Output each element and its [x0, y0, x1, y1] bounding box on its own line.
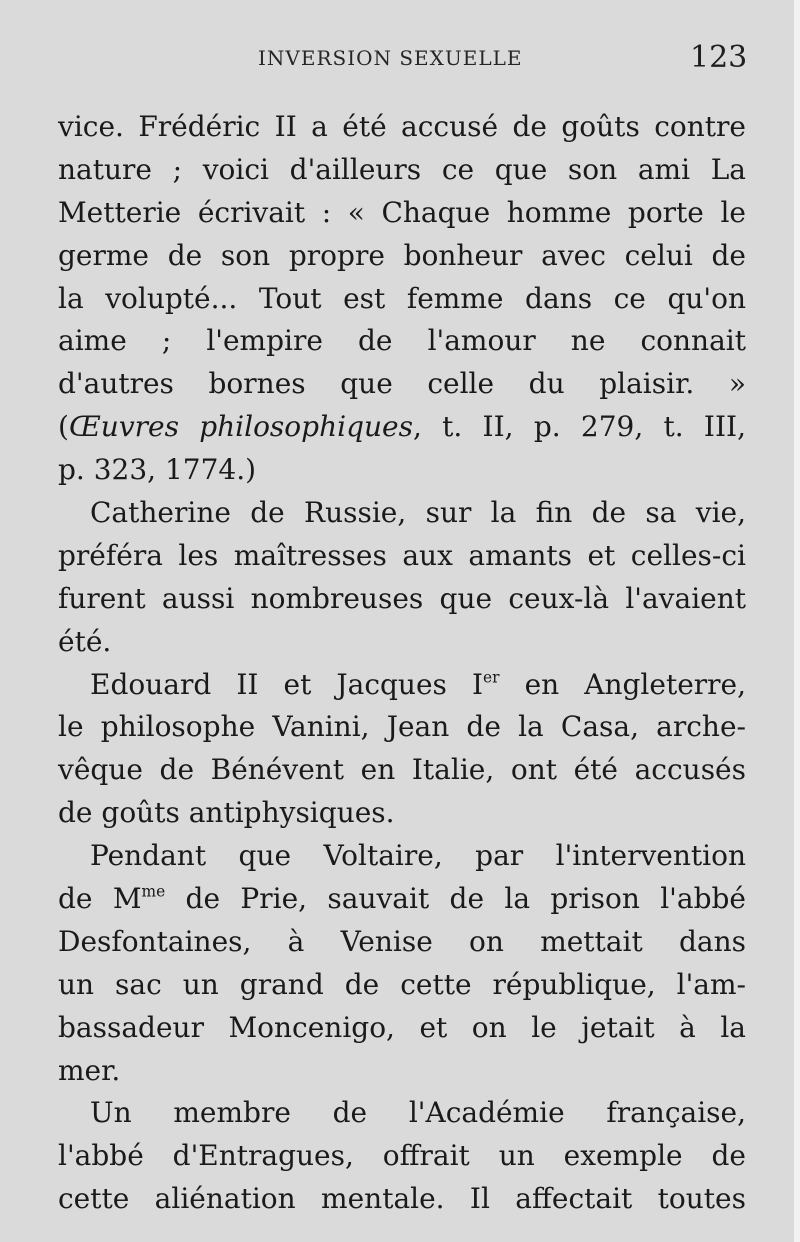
text-line: de goûts antiphysiques. [58, 796, 395, 830]
text-line [58, 664, 746, 707]
page-number: 123 [690, 40, 748, 75]
text-line: été. [58, 624, 112, 658]
text-line: préféra les maîtresses aux amants et celles-ci [58, 538, 746, 572]
text-line: aime ; l'empire de l'amour ne connait [58, 324, 746, 358]
text-line: le philosophe Vanini, Jean de la Casa, arche- [58, 710, 746, 744]
text-line: vice. Frédéric II a été accusé de goûts contre [58, 110, 746, 143]
body-text [58, 106, 746, 1221]
text-line: bassadeur Moncenigo, et on le jetait à la [58, 1010, 746, 1044]
text-line: Metterie écrivait : « Chaque homme porte le [58, 195, 746, 229]
text-fragment: , t. II, p. 279, t. III, [412, 410, 746, 444]
text-line: furent aussi nombreuses que ceux-là l'avaient [58, 581, 746, 615]
text-line: la volupté... Tout est femme dans ce qu'on [58, 281, 746, 315]
text-fragment: Edouard II et Jacques I [90, 667, 484, 701]
text-fragment: en Angleterre, [499, 667, 747, 701]
text-line: un sac un grand de cette république, l'am- [58, 967, 746, 1001]
text-line: Pendant que Voltaire, par l'intervention [90, 839, 746, 873]
text-line: l'abbé d'Entragues, offrait un exemple de [58, 1139, 746, 1173]
running-head [0, 40, 800, 78]
text-line: vêque de Bénévent en Italie, ont été accusés [58, 753, 746, 787]
text-fragment: de Prie, sauvait de la prison l'abbé [165, 882, 746, 916]
text-line: Desfontaines, à Venise on mettait dans [58, 924, 746, 958]
text-line-citation [58, 406, 746, 449]
running-title: INVERSION SEXUELLE [258, 46, 523, 70]
text-line: nature ; voici d'ailleurs ce que son ami La [58, 152, 746, 186]
text-line: mer. [58, 1053, 121, 1087]
text-line: germe de son propre bonheur avec celui de [58, 238, 746, 272]
text-line: d'autres bornes que celle du plaisir. » [58, 367, 746, 401]
text-line: p. 323, 1774.) [58, 453, 257, 487]
book-title: Œuvres philosophiques [68, 410, 413, 444]
text-line: cette aliénation mentale. Il affectait toutes [58, 1182, 746, 1216]
text-line [58, 878, 746, 921]
text-fragment: ( [58, 410, 69, 444]
superscript: me [141, 882, 166, 901]
superscript: er [483, 668, 500, 687]
text-line: Catherine de Russie, sur la fin de sa vie, [90, 496, 746, 530]
text-fragment: de M [58, 882, 142, 916]
text-line: Un membre de l'Académie française, [90, 1096, 746, 1130]
